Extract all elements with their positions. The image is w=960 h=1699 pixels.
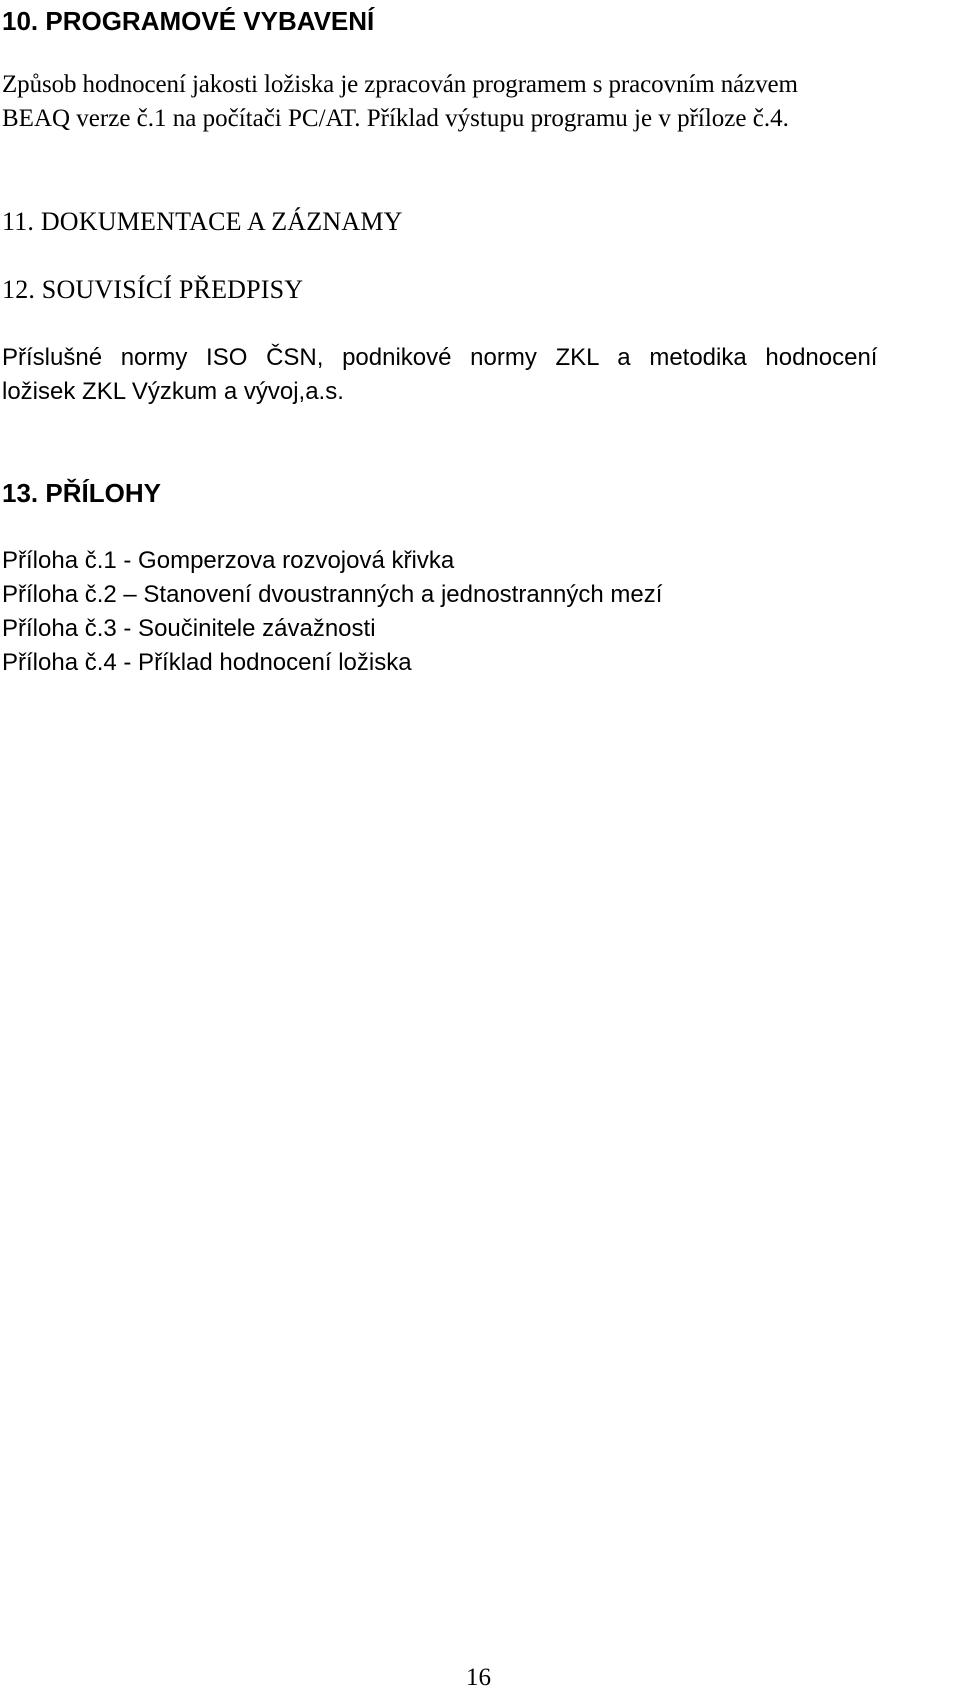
appendix-item-1: Příloha č.1 - Gomperzova rozvojová křivka	[2, 547, 455, 574]
section-10-heading: 10. PROGRAMOVÉ VYBAVENÍ	[2, 6, 375, 36]
section-12-paragraph-line-2: ložisek ZKL Výzkum a vývoj,a.s.	[2, 378, 344, 405]
section-10-paragraph-line-2: BEAQ verze č.1 na počítači PC/AT. Příklad výstupu programu je v příloze č.4.	[2, 105, 789, 132]
appendix-item-2: Příloha č.2 – Stanovení dvoustranných a jednostranných mezí	[2, 581, 663, 608]
section-10-paragraph-line-1: Způsob hodnocení jakosti ložiska je zpracován programem s pracovním názvem	[2, 71, 798, 98]
section-13-heading: 13. PŘÍLOHY	[2, 478, 161, 508]
appendix-item-4: Příloha č.4 - Příklad hodnocení ložiska	[2, 649, 412, 676]
page-number: 16	[466, 1664, 491, 1691]
section-11-heading: 11. DOKUMENTACE A ZÁZNAMY	[2, 207, 403, 236]
section-12-heading: 12. SOUVISÍCÍ PŘEDPISY	[2, 275, 304, 304]
section-12-paragraph-line-1: Příslušné normy ISO ČSN, podnikové normy ZKL a metodika hodnocení	[2, 344, 878, 371]
appendix-item-3: Příloha č.3 - Součinitele závažnosti	[2, 615, 376, 642]
